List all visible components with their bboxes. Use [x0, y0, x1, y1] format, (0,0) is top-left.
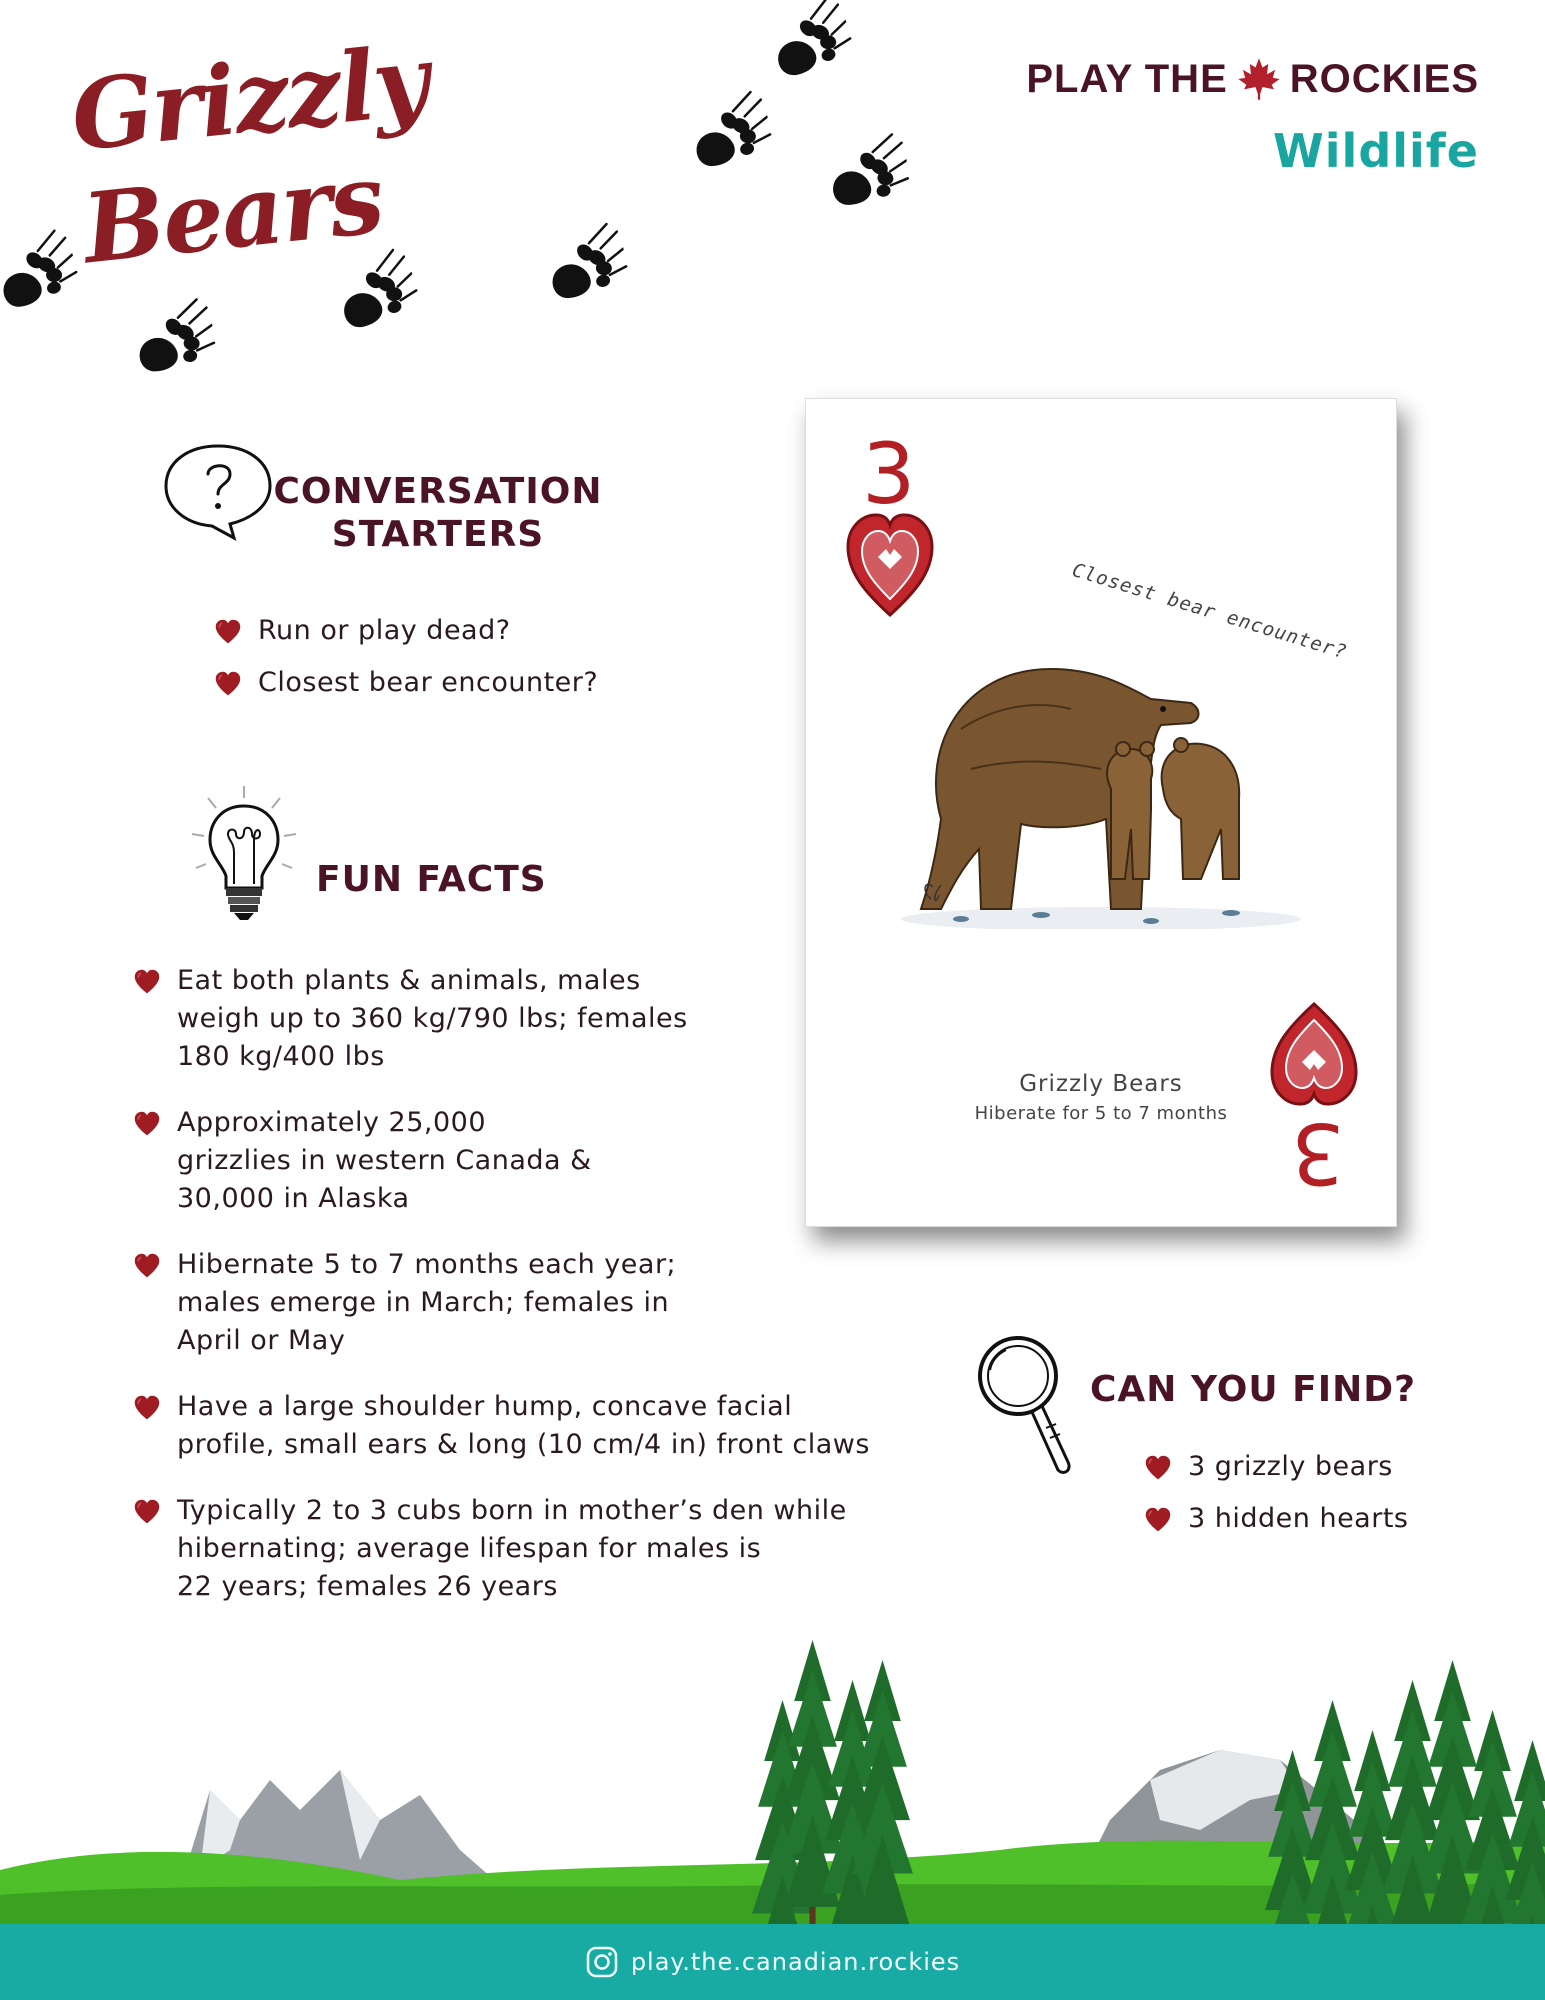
can-you-find-heading: CAN YOU FIND?: [1090, 1369, 1416, 1410]
card-caption-subtitle: Hiberate for 5 to 7 months: [974, 1103, 1228, 1124]
fact-line: Approximately 25,000: [177, 1107, 487, 1138]
brand-logo: [1026, 56, 1479, 102]
footer-bar: [0, 1924, 1545, 2000]
fact-line: 22 years; females 26 years: [177, 1571, 558, 1602]
paw-print-icon: [812, 125, 915, 219]
card-question: Closest bear encounter?: [1069, 559, 1350, 664]
fact-line: Eat both plants & animals, males: [177, 965, 641, 996]
paw-print-icon: [117, 290, 222, 387]
fact-line: 30,000 in Alaska: [177, 1183, 410, 1214]
card-rank-bottom: 3: [1290, 1104, 1344, 1202]
list-item: [1188, 1500, 1468, 1538]
conversation-heading: [268, 470, 608, 556]
card-caption-title: Grizzly Bears: [1019, 1071, 1183, 1097]
bears-illustration: [901, 629, 1301, 929]
heart-icon: [1144, 1454, 1172, 1482]
list-item: [177, 1246, 897, 1360]
page-title: Grizzly Bears: [66, 23, 433, 286]
conversation-item-text: Run or play dead?: [258, 615, 511, 646]
instagram-icon[interactable]: [585, 1945, 619, 1979]
conversation-heading-line1: CONVERSATION: [273, 471, 603, 512]
card-heart-top-icon: [844, 511, 936, 619]
conversation-item-text: Closest bear encounter?: [258, 667, 599, 698]
heart-icon: [133, 968, 161, 996]
heart-icon: [133, 1110, 161, 1138]
heart-icon: [133, 1252, 161, 1280]
can-you-find-list: [1188, 1448, 1468, 1552]
list-item: [177, 1104, 897, 1218]
mountain-forest-landscape: [0, 1620, 1545, 1925]
magnifying-glass-icon: [972, 1330, 1078, 1480]
fact-line: Hibernate 5 to 7 months each year;: [177, 1249, 677, 1280]
list-item: [177, 1388, 897, 1464]
conversation-list: [258, 612, 658, 716]
list-item: [1188, 1448, 1468, 1486]
fact-line: April or May: [177, 1325, 346, 1356]
brand-text-rockies: ROCKIES: [1289, 56, 1479, 101]
playing-card: [805, 398, 1397, 1227]
list-item: [258, 664, 658, 702]
paw-print-icon: [0, 220, 86, 324]
fact-line: profile, small ears & long (10 cm/4 in) front claws: [177, 1429, 870, 1460]
lightbulb-icon: [188, 784, 300, 924]
maple-leaf-icon: [1236, 56, 1282, 102]
fact-line: grizzlies in western Canada &: [177, 1145, 592, 1176]
speech-bubble-question-icon: [160, 440, 278, 542]
fact-line: hibernating; average lifespan for males is: [177, 1533, 762, 1564]
card-rank-top: 3: [862, 425, 916, 523]
list-item: [258, 612, 658, 650]
fact-line: Typically 2 to 3 cubs born in mother’s den while: [177, 1495, 847, 1526]
list-item: [177, 962, 897, 1076]
heart-icon: [1144, 1506, 1172, 1534]
fun-facts-heading: FUN FACTS: [316, 859, 547, 900]
conversation-heading-line2: STARTERS: [331, 514, 545, 556]
category-label: Wildlife: [1273, 124, 1479, 178]
find-item-text: 3 hidden hearts: [1188, 1503, 1409, 1534]
heart-icon: [133, 1394, 161, 1422]
fact-line: Have a large shoulder hump, concave facial: [177, 1391, 793, 1422]
list-item: [177, 1492, 897, 1606]
fact-line: 180 kg/400 lbs: [177, 1041, 385, 1072]
heart-icon: [133, 1498, 161, 1526]
fact-line: weigh up to 360 kg/790 lbs; females: [177, 1003, 688, 1034]
card-heart-bottom-icon: [1268, 1000, 1360, 1108]
find-item-text: 3 grizzly bears: [1188, 1451, 1393, 1482]
paw-print-icon: [749, 0, 861, 93]
fun-facts-list: [177, 962, 897, 1634]
fact-line: males emerge in March; females in: [177, 1287, 670, 1318]
heart-icon: [214, 618, 242, 646]
instagram-handle-link[interactable]: play.the.canadian.rockies: [630, 1948, 961, 1976]
heart-icon: [214, 670, 242, 698]
brand-text-play-the: PLAY THE: [1026, 56, 1228, 101]
